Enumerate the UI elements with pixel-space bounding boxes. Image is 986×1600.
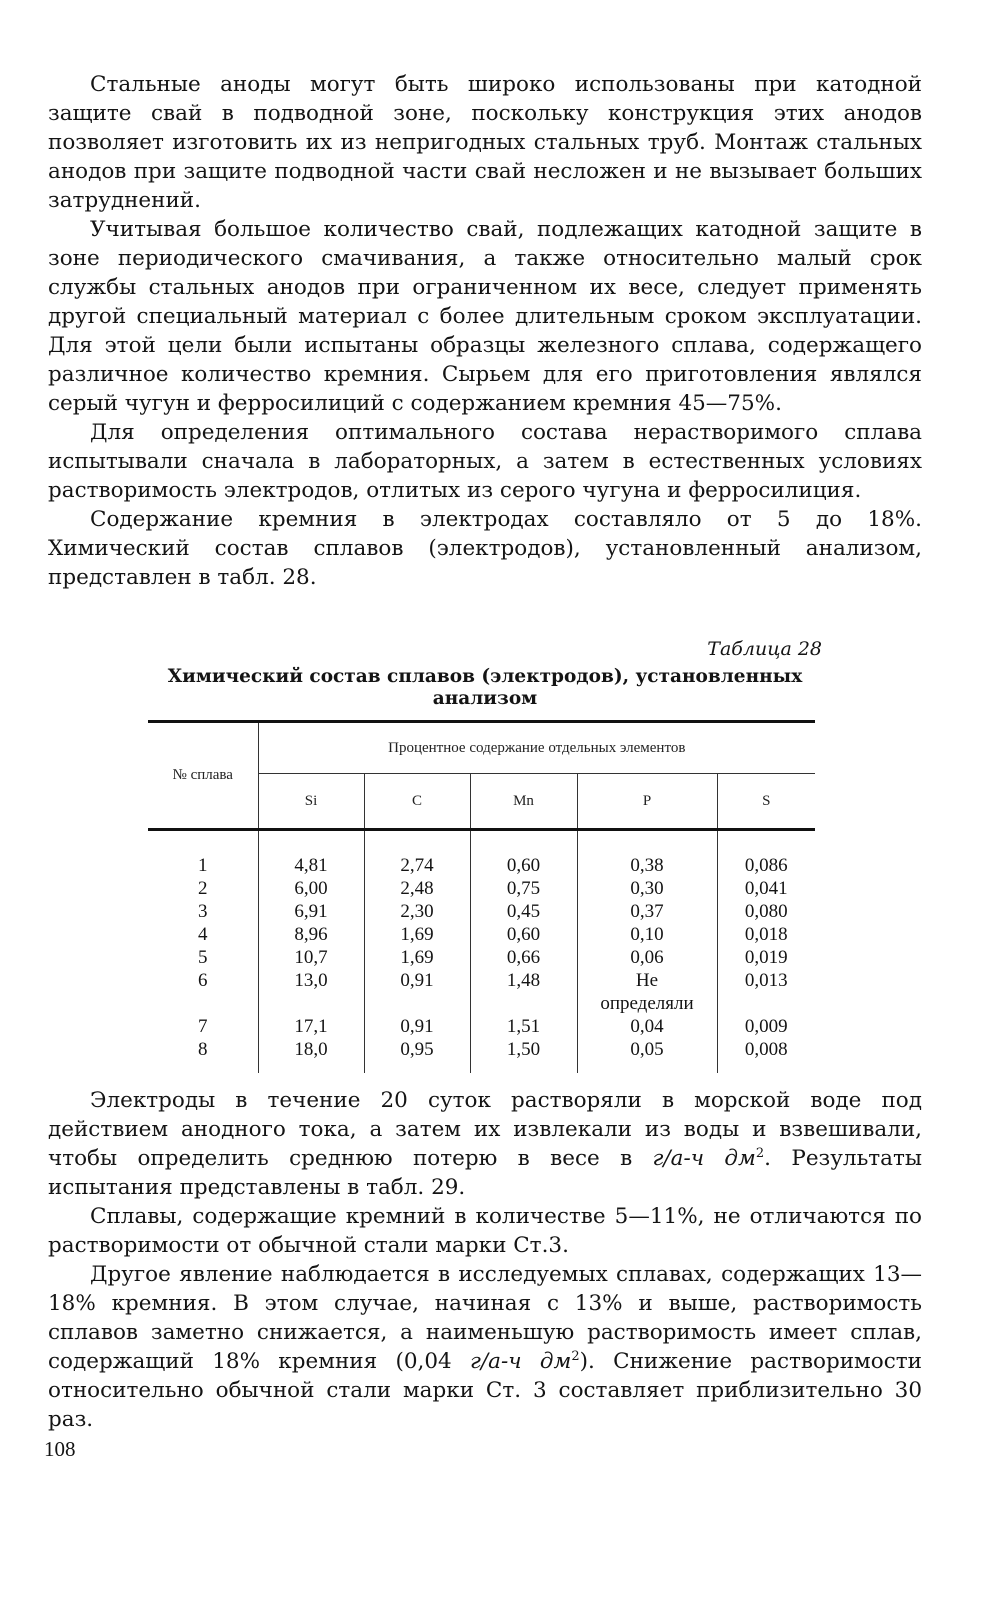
table-cell: 0,019 <box>744 947 788 968</box>
table-cell: 2,48 <box>364 877 470 900</box>
table-cell: 0,91 <box>364 1015 470 1038</box>
table-cell: 1,69 <box>364 923 470 946</box>
table-cell: 0,013 <box>744 970 788 991</box>
paragraph-optimal-composition: Для определения оптимального состава нерастворимого сплава испытывали сначала в лабораторных, а затем в естественных условиях растворимость электродов, отлитых из серого чугуна и ферросилиция. <box>48 420 922 503</box>
column-header-si: Si <box>258 774 364 830</box>
text-run: Электроды в течение 20 суток растворяли в морской воде под действием анодного тока, а затем их извлекали из воды и взвешивали, чтобы определить среднюю потерю в весе в <box>48 1088 922 1171</box>
table-cell: 17,1 <box>258 1015 364 1038</box>
table-row <box>148 1038 815 1073</box>
table-cell: 0,05 <box>577 1038 717 1073</box>
table-row <box>148 1015 815 1038</box>
table-row <box>148 969 815 1015</box>
column-header-p: P <box>577 774 717 830</box>
table-cell: 2,74 <box>364 830 470 878</box>
table-cell: 6,00 <box>258 877 364 900</box>
paragraph-low-silicon: Сплавы, содержащие кремний в количестве 5—11%, не отличаются по растворимости от обычной стали марки Ст.3. <box>48 1204 922 1258</box>
table-cell: 0,30 <box>577 877 717 900</box>
table-row <box>148 900 815 923</box>
table-cell: 4 <box>148 923 258 946</box>
table-cell: 0,37 <box>577 900 717 923</box>
table-row <box>148 830 815 878</box>
table-cell: 1,51 <box>470 1015 577 1038</box>
table-cell: 2 <box>148 877 258 900</box>
column-header-c: C <box>364 774 470 830</box>
table-cell: 18,0 <box>258 1038 364 1073</box>
table-cell: 1,50 <box>470 1038 577 1073</box>
table-cell: 0,38 <box>577 830 717 878</box>
table-cell: 13,0 <box>258 969 364 1015</box>
column-group-header: Процентное содержание отдельных элементов <box>258 722 815 774</box>
text-run: ). Снижение растворимости относительно обычной стали марки Ст. 3 составляет приблизительно 30 раз. <box>48 1349 922 1432</box>
table-cell: 8 <box>148 1038 258 1073</box>
table-cell: 0,06 <box>577 946 717 969</box>
paragraph-test-method <box>48 1086 922 1202</box>
table-cell: 2,30 <box>364 900 470 923</box>
table-cell: 0,008 <box>744 1039 788 1060</box>
paragraph-high-silicon <box>48 1260 922 1434</box>
alloy-composition-table <box>148 720 815 1073</box>
body-text-top <box>48 70 922 592</box>
table-row <box>148 923 815 946</box>
table-cell: 1 <box>148 830 258 878</box>
table-cell: 0,018 <box>744 924 788 945</box>
table-cell: Не определяли <box>577 969 717 1015</box>
table-cell: 0,009 <box>744 1016 788 1037</box>
paragraph-silicon-alloy: Учитывая большое количество свай, подлежащих катодной защите в зоне периодического смачивания, а также относительно малый срок службы стальных анодов при ограниченном их весе, следует применять другой специальный материал с более длительным сроком эксплуатации. Для этой цели были испытаны образцы железного сплава, содержащего различное количество кремния. Сырьем для его приготовления являлся серый чугун и ферросилиций с содержанием кремния 45—75%. <box>48 217 922 416</box>
table-cell: 0,086 <box>744 855 788 876</box>
table-cell: 0,041 <box>744 878 788 899</box>
unit-text: г/а-ч дм <box>470 1349 572 1374</box>
table-cell: 10,7 <box>258 946 364 969</box>
table-cell: 0,04 <box>577 1015 717 1038</box>
unit-superscript: 2 <box>571 1348 580 1364</box>
paragraph-steel-anodes: Стальные аноды могут быть широко использованы при катодной защите свай в подводной зоне, поскольку конструкция этих анодов позволяет изготовить их из непригодных стальных труб. Монтаж стальных анодов при защите подводной части свай несложен и не вызывает больших затруднений. <box>48 72 922 213</box>
table-label: Таблица 28 <box>707 638 822 660</box>
table-cell: 0,080 <box>744 901 788 922</box>
text-run: Другое явление наблюдается в исследуемых сплавах, содержащих 13—18% кремния. В этом случае, начиная с 13% и выше, растворимость сплавов заметно снижается, а наименьшую растворимость имеет сплав, содержащий 18% кремния (0,04 <box>48 1262 922 1374</box>
table-cell: 5 <box>148 946 258 969</box>
table-cell: 0,91 <box>364 969 470 1015</box>
unit-superscript: 2 <box>755 1145 765 1161</box>
table-cell: 0,45 <box>470 900 577 923</box>
table-cell: 0,66 <box>470 946 577 969</box>
body-text-bottom <box>48 1086 922 1434</box>
table-cell: 6 <box>148 969 258 1015</box>
table-row <box>148 877 815 900</box>
table-cell: 1,48 <box>470 969 577 1015</box>
column-header-mn: Mn <box>470 774 577 830</box>
unit-text: г/а-ч дм <box>652 1146 756 1171</box>
table-cell: 0,60 <box>470 923 577 946</box>
table-cell: 0,75 <box>470 877 577 900</box>
table-title: Химический состав сплавов (электродов), установленных анализом <box>167 666 803 709</box>
page-number: 108 <box>44 1437 76 1461</box>
table-cell: 0,60 <box>470 830 577 878</box>
paragraph-silicon-content: Содержание кремния в электродах составляло от 5 до 18%. Химический состав сплавов (электродов), установленный анализом, представлен в табл. 28. <box>48 507 922 590</box>
column-header-alloy-number: № сплава <box>148 722 258 830</box>
table-row <box>148 946 815 969</box>
table-cell: 3 <box>148 900 258 923</box>
table-cell: 0,10 <box>577 923 717 946</box>
table-cell: 8,96 <box>258 923 364 946</box>
table-cell: 6,91 <box>258 900 364 923</box>
table-cell: 1,69 <box>364 946 470 969</box>
table-cell: 7 <box>148 1015 258 1038</box>
table-cell: 4,81 <box>258 830 364 878</box>
column-header-s: S <box>717 774 815 830</box>
text-run: . Результаты испытания представлены в табл. 29. <box>48 1146 922 1200</box>
table-cell: 0,95 <box>364 1038 470 1073</box>
